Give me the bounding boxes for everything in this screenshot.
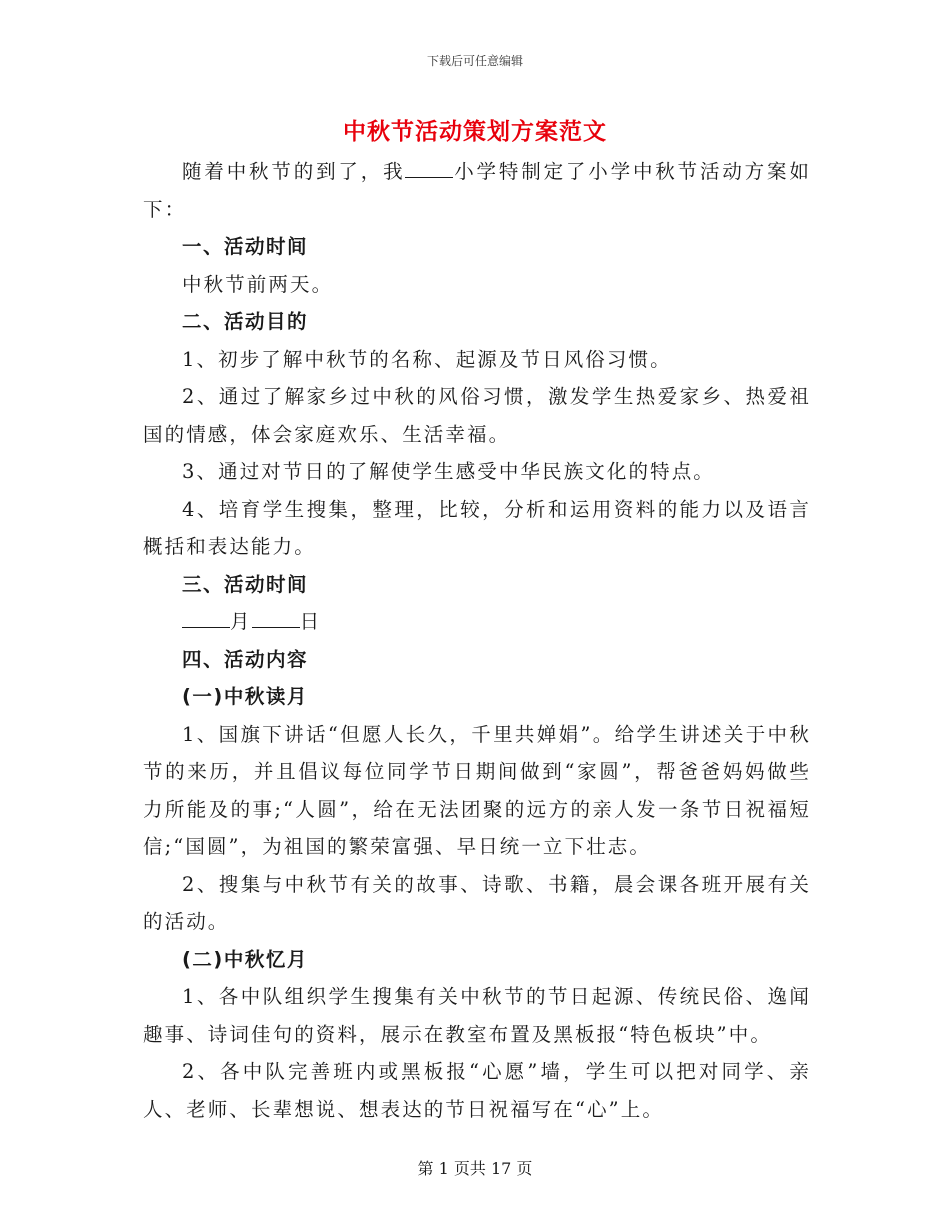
intro-text-2: 小学特制定了小学中秋节活动方案如下： — [143, 160, 811, 221]
section-heading-1: 一、活动时间 — [182, 235, 309, 258]
section-heading-2: 二、活动目的 — [182, 310, 309, 333]
subsection-heading-1: (一)中秋读月 — [182, 685, 308, 708]
section-heading-3: 三、活动时间 — [182, 572, 309, 596]
goal-item-3: 3、通过对节日的了解使学生感受中华民族文化的特点。 — [182, 460, 715, 483]
month-blank — [182, 607, 230, 628]
reading-item-1: 1、国旗下讲话“但愿人长久，千里共婵娟”。给学生讲述关于中秋节的来历，并且倡议每位同学节日期间做到“家圆”，帮爸爸妈妈做些力所能及的事;“人圆”，给在无法团聚的远方的亲人发一条节日祝福短信;“国圆”，为祖国的繁荣富强、早日统一立下壮志。 — [143, 722, 811, 858]
subsection-heading-2: (二)中秋忆月 — [182, 947, 308, 971]
header-note: 下载后可任意编辑 — [426, 54, 523, 68]
month-label: 月 — [230, 610, 252, 633]
document-body — [143, 153, 811, 1128]
page-footer: 第 1 页共 17 页 — [417, 1159, 533, 1178]
intro-paragraph — [143, 153, 811, 228]
memory-item-1: 1、各中队组织学生搜集有关中秋节的节日起源、传统民俗、逸闻趣事、诗词佳句的资料，展示在教室布置及黑板报“特色板块”中。 — [143, 985, 811, 1046]
day-label: 日 — [299, 610, 322, 633]
fill-in-blank — [405, 157, 453, 178]
goal-item-1: 1、初步了解中秋节的名称、起源及节日风俗习惯。 — [182, 347, 672, 371]
section-1-text: 中秋节前两天。 — [182, 272, 334, 296]
document-title: 中秋节活动策划方案范文 — [343, 118, 607, 145]
intro-text-1: 随着中秋节的到了，我 — [182, 160, 406, 183]
day-blank — [252, 607, 300, 628]
reading-item-2: 2、搜集与中秋节有关的故事、诗歌、书籍，晨会课各班开展有关的活动。 — [143, 872, 811, 933]
memory-item-2: 2、各中队完善班内或黑板报“心愿”墙，学生可以把对同学、亲人、老师、长辈想说、想表达的节日祝福写在“心”上。 — [143, 1060, 811, 1121]
date-line — [143, 603, 811, 641]
goal-item-2: 2、通过了解家乡过中秋的风俗习惯，激发学生热爱家乡、热爱祖国的情感，体会家庭欢乐、生活幸福。 — [143, 385, 811, 446]
goal-item-4: 4、培育学生搜集，整理，比较，分析和运用资料的能力以及语言概括和表达能力。 — [143, 497, 811, 558]
section-heading-4: 四、活动内容 — [182, 647, 309, 671]
